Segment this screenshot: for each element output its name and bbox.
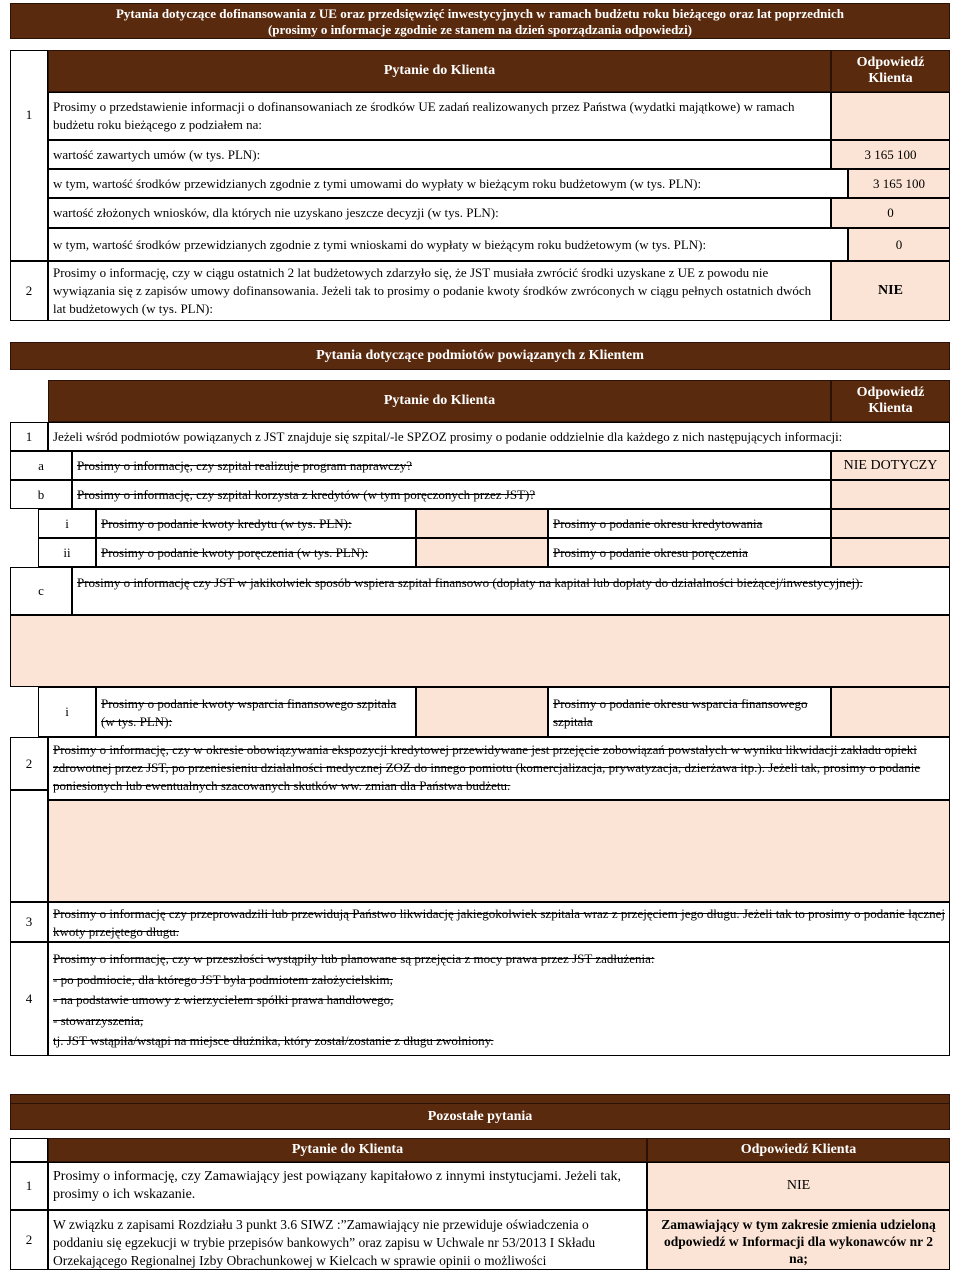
section2-q1-label: Jeżeli wśród podmiotów powiązanych z JST znajduje się szpital/-le SPZOZ prosimy o podanie oddzielnie dla każdego z nich następujących informacji: (53, 428, 843, 444)
section1-q2-number: 2 (10, 261, 48, 321)
section2-col-question-label: Pytanie do Klienta (383, 393, 496, 408)
section2-q4-line-3: - na podstawie umowy z wierzycielem spółki prawa handlowego, (53, 992, 394, 1007)
section2-qci-answer[interactable] (416, 687, 548, 737)
section2-qbi-letter: i (38, 509, 96, 538)
section2-qbi-label: Prosimy o podanie kwoty kredytu (w tys. PLN): (101, 515, 352, 531)
section3-header (10, 1104, 950, 1130)
section1-row-contracts-current-year (48, 169, 848, 198)
section1-col-answer-header (831, 50, 950, 92)
section1-header (10, 3, 950, 39)
section1-row-applications-current-year (48, 228, 848, 261)
section2-q2-number-spacer (10, 790, 48, 902)
section2-q2-answer-area[interactable] (48, 800, 950, 902)
section2-header-number-spacer (10, 380, 48, 422)
section2-qci-text: Prosimy o podanie kwoty wsparcia finansowego szpitala (w tys. PLN): (96, 687, 416, 737)
section2-qb-label: Prosimy o informację, czy szpital korzysta z kredytów (w tym poręczonych przez JST)? (77, 486, 536, 502)
section1-q1-number: 1 (25, 107, 33, 122)
section2-q4-text (48, 942, 950, 1056)
section2-q4-line-5: tj. JST wstąpiła/wstąpi na miejsce dłużnika, który został/zostanie z długu zwolniony. (53, 1033, 494, 1048)
section3-q1-text: Prosimy o informację, czy Zamawiający jest powiązany kapitałowo z innymi instytucjami. Jeżeli tak, prosimy o ich wskazanie. (48, 1162, 647, 1210)
section1-row-contracts-value[interactable]: 3 165 100 (831, 140, 950, 169)
section2-qc-answer-area[interactable] (10, 615, 950, 687)
section2-qbii-answer[interactable] (416, 538, 548, 567)
section1-row-contracts-current-year-label: w tym, wartość środków przewidzianych zgodnie z tymi umowami do wypłaty w bieżącym roku budżetowym (w tys. PLN): (53, 175, 702, 191)
section3-q2-number: 2 (10, 1210, 48, 1270)
section2-qci-text2: Prosimy o podanie okresu wsparcia finansowego szpitala (548, 687, 831, 737)
section1-row-applications-value[interactable]: 0 (831, 198, 950, 228)
section2-qc-letter: c (10, 567, 72, 615)
section1-col-question-header (48, 50, 831, 92)
section2-qbi-label2: Prosimy o podanie okresu kredytowania (553, 515, 763, 531)
section3-q2-answer[interactable]: Zamawiający w tym zakresie zmienia udzieloną odpowiedź w Informacji dla wykonawców nr 2 na; (647, 1210, 950, 1270)
section2-qbii-label: Prosimy o podanie kwoty poręczenia (w tys. PLN): (101, 544, 369, 560)
section3-q2-text: W związku z zapisami Rozdziału 3 punkt 3.6 SIWZ :”Zamawiający nie przewiduje oświadczenia o poddaniu się egzekucji w trybie przepisów bankowych” oraz zapisu w Uchwale nr 53/2013 I Składu Orzekającego Regionalnej Izby Obrachunkowej w Kielcach w sprawie opinii o możliwości (48, 1210, 647, 1270)
section3-col-answer-label: Odpowiedź Klienta (740, 1142, 857, 1157)
section2-qbi-answer2[interactable] (831, 509, 950, 538)
section1-col-answer-label: Odpowiedź Klienta (856, 55, 925, 86)
section1-q2-answer[interactable]: NIE (831, 261, 950, 321)
section3-col-answer-header (647, 1138, 950, 1162)
section3-q1-number: 1 (10, 1162, 48, 1210)
section2-qb-answer[interactable] (831, 480, 950, 509)
section2-qa-answer[interactable]: NIE DOTYCZY (831, 451, 950, 480)
section3-header-label: Pozostałe pytania (427, 1108, 533, 1124)
section2-header (10, 342, 950, 370)
section1-row-applications-label: wartość złożonych wniosków, dla których nie uzyskano jeszcze decyzji (w tys. PLN): (53, 205, 499, 220)
section2-qbii-label2: Prosimy o podanie okresu poręczenia (553, 544, 748, 560)
section2-qb-text (72, 480, 831, 509)
section1-q1-text: Prosimy o przedstawienie informacji o dofinansowaniach ze środków UE zadań realizowanych przez Państwa (wydatki majątkowe) w ramach budżetu roku bieżącego z podziałem na: (48, 92, 831, 140)
section2-qci-letter: i (38, 687, 96, 737)
section2-q4-line-2: - po podmiocie, dla którego JST była podmiotem założycielskim, (53, 971, 393, 987)
section2-qci-answer2[interactable] (831, 687, 950, 737)
section1-row-contracts-label: wartość zawartych umów (w tys. PLN): (53, 146, 261, 162)
section3-q1-answer[interactable]: NIE (647, 1162, 950, 1210)
section2-q1-text (48, 422, 950, 451)
section2-q3-text: Prosimy o informację czy przeprowadzili lub przewidują Państwo likwidację jakiegokolwiek szpitala wraz z przejęciem jego długu. Jeżeli tak to prosimy o podanie łącznej kwoty przejętego długu. (48, 902, 950, 942)
section2-qb-letter: b (10, 480, 72, 509)
section3-header-number-spacer (10, 1138, 48, 1162)
section1-row-contracts-current-year-value[interactable]: 3 165 100 (848, 169, 950, 198)
section2-qa-label: Prosimy o informację, czy szpital realizuje program naprawczy? (77, 457, 412, 473)
section2-qbii-text (96, 538, 416, 567)
section2-qbii-answer2[interactable] (831, 538, 950, 567)
section1-q2-text: Prosimy o informację, czy w ciągu ostatnich 2 lat budżetowych zdarzyło się, że JST musiała zwrócić środki uzyskane z UE z powodu nie wywiązania się z zapisów umowy dofinansowania. Jeżeli tak to prosimy o podanie kwoty środków zwróconych w ciągu pełnych ostatnich dwóch lat budżetowych (w tys. PLN): (48, 261, 831, 321)
section2-q2-text: Prosimy o informację, czy w okresie obowiązywania ekspozycji kredytowej przewidywane jest przejęcie zobowiązań powstałych w wyniku likwidacji zakładu opieki zdrowotnej przez JST, po przeniesieniu działalności medycznej ZOZ do innego pomiotu (komercjalizacja, prywatyzacja, dzierżawa itp.). Jeżeli tak, prosimy o podanie poniesionych lub ewentualnych szacowanych skutków ww. zmian dla Państwa budżetu. (48, 737, 950, 800)
section2-col-answer-label: Odpowiedź Klienta (856, 385, 925, 416)
section2-qa-letter: a (10, 451, 72, 480)
section2-col-question-header (48, 380, 831, 422)
section2-qbi-text (96, 509, 416, 538)
section3-top-bar (10, 1094, 950, 1104)
section1-row-applications-current-year-value[interactable]: 0 (848, 228, 950, 261)
section2-qbi-answer[interactable] (416, 509, 548, 538)
section2-col-answer-header (831, 380, 950, 422)
section1-row-applications-current-year-label: w tym, wartość środków przewidzianych zgodnie z tymi wnioskami do wypłaty w bieżącym roku budżetowym (w tys. PLN): (53, 236, 707, 252)
section3-col-question-label: Pytanie do Klienta (291, 1142, 404, 1157)
section1-row-applications (48, 198, 831, 228)
section1-q1-number-cell (10, 50, 48, 261)
section2-qa-text (72, 451, 831, 480)
section1-col-question-label: Pytanie do Klienta (383, 63, 496, 78)
section2-q4-number: 4 (10, 942, 48, 1056)
section2-qbii-letter: ii (38, 538, 96, 567)
section2-q4-line-4: - stowarzyszenia, (53, 1012, 144, 1028)
section1-header-line2: (prosimy o informacje zgodnie ze stanem na dzień sporządzania odpowiedzi) (267, 22, 693, 37)
section2-header-label: Pytania dotyczące podmiotów powiązanych z Klientem (316, 348, 644, 363)
section2-qc-text: Prosimy o informację czy JST w jakikolwiek sposób wspiera szpital finansowo (dopłaty na kapitał lub dopłaty do działalności bieżącej/inwestycyjnej). (72, 567, 950, 615)
section2-q4-line-1: Prosimy o informację, czy w przeszłości wystąpiły lub planowane są przejęcia z mocy prawa przez JST zadłużenia: (53, 951, 655, 966)
section1-row-contracts (48, 140, 831, 169)
section2-qbii-text2 (548, 538, 831, 567)
section2-q2-number: 2 (10, 737, 48, 790)
section2-q3-number: 3 (10, 902, 48, 942)
section2-qbi-text2 (548, 509, 831, 538)
section3-col-question-header (48, 1138, 647, 1162)
section1-q1-answer-cell[interactable] (831, 92, 950, 140)
section1-header-line1: Pytania dotyczące dofinansowania z UE oraz przedsięwzięć inwestycyjnych w ramach budżetu roku bieżącego oraz lat poprzednich (115, 6, 845, 21)
section2-q1-number: 1 (10, 422, 48, 451)
